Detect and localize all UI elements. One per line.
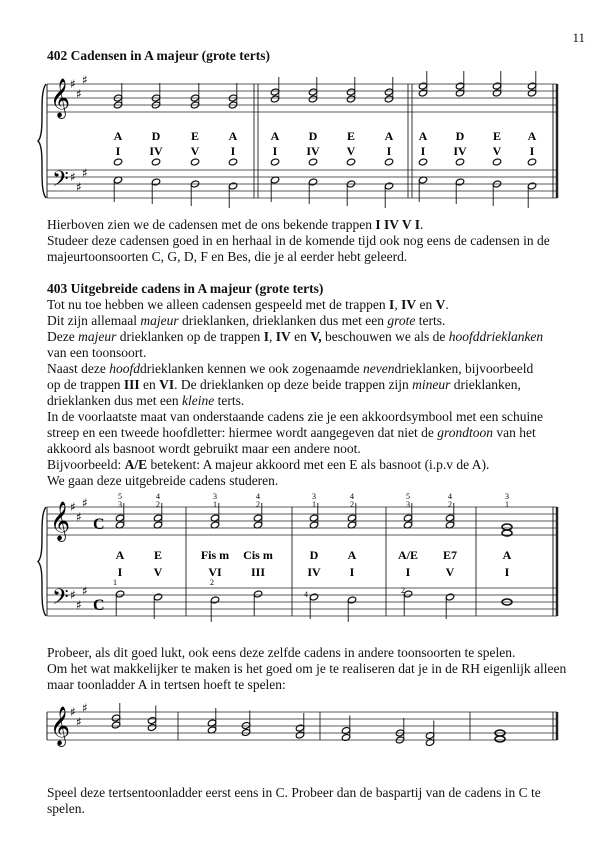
rh-finger-bottom: 1 — [213, 500, 217, 509]
rh-finger-top: 5 — [406, 492, 410, 501]
sharp-sign: ♯ — [70, 705, 76, 719]
half-note — [147, 717, 156, 725]
degree-label-403: VI — [208, 565, 222, 579]
chord-letter: A — [113, 129, 123, 143]
half-note — [384, 88, 393, 96]
chord-letter: E — [346, 129, 356, 143]
degree-label-403: IV — [307, 565, 321, 579]
degree-label-403: III — [250, 565, 266, 579]
sharp-sign: ♯ — [76, 180, 82, 194]
lh-finger: 1 — [113, 578, 117, 587]
chord-letter: D — [455, 129, 465, 143]
section-403-text: Tot nu toe hebben we alleen cadensen gespeeld met de trappen I, IV en V. Dit zijn allemaal majeur drieklanken, drieklanken dus met een grote terts. Deze majeur drieklanken op de trappen I, IV en V, beschouwen we als de hoofddrieklanken van een toonsoort. Naast deze hoofddrieklanken kennen we ook zogenaamde nevendrieklanken, bijvoorbeeld op de trappen III en VI. De drieklanken op deze beide trappen zijn mineur drieklanken, drieklanken dus met een kleine terts. In de voorlaatste maat van onderstaande cadens zie je een akkoordsymbool met een schuine streep en een tweede hoofdletter: hiermee wordt aangegeven dat niet de grondtoon van het akkoord als basnoot wordt gebruikt maar een andere noot. Bijvoorbeeld: A/E betekent: A majeur akkoord met een E als basnoot (i.p.v de A). We gaan deze uitgebreide cadens studeren. — [47, 297, 544, 488]
half-note — [455, 178, 464, 186]
lh-finger: 2 — [210, 578, 214, 587]
degree-label: I — [115, 144, 121, 158]
sharp-sign: ♯ — [70, 77, 76, 91]
time-signature: C — [93, 597, 105, 614]
half-note — [346, 95, 355, 103]
half-note — [147, 724, 156, 732]
bass-clef: 𝄢 — [52, 167, 69, 197]
half-note — [270, 95, 279, 103]
rh-finger-bottom: 2 — [156, 500, 160, 509]
sharp-sign: ♯ — [82, 496, 88, 510]
chord-symbol: A — [502, 548, 512, 562]
lh-finger: 2 — [401, 586, 405, 595]
rh-finger-bottom: 2 — [350, 500, 354, 509]
half-note — [492, 82, 501, 90]
brace — [38, 507, 46, 616]
half-note — [295, 731, 304, 739]
whole-note — [495, 736, 505, 742]
rh-finger-top: 3 — [312, 492, 316, 501]
half-note — [347, 596, 356, 604]
chord-letter: A — [270, 129, 280, 143]
rh-finger-top: 4 — [156, 492, 160, 501]
chord-letter: E — [190, 129, 200, 143]
half-note — [241, 729, 250, 737]
half-note — [113, 158, 122, 166]
half-note — [151, 178, 160, 186]
brace — [38, 84, 46, 198]
half-note — [210, 596, 219, 604]
chord-letter: D — [151, 129, 161, 143]
closing-text-2: Speel deze tertsentoonladder eerst eens in C. Probeer dan de baspartij van de cadens in C te spelen. — [47, 785, 541, 816]
chord-symbol: Fis m — [200, 548, 230, 562]
half-note — [270, 88, 279, 96]
half-note — [190, 158, 199, 166]
half-note — [455, 158, 464, 166]
rh-finger-bottom: 1 — [505, 500, 509, 509]
rh-finger-bottom: 3 — [406, 500, 410, 509]
degree-label: IV — [453, 144, 467, 158]
chord-letter: A — [228, 129, 238, 143]
rh-finger-bottom: 2 — [256, 500, 260, 509]
half-note — [384, 95, 393, 103]
degree-label-403: I — [504, 565, 510, 579]
page-number: 11 — [572, 30, 585, 45]
sharp-sign: ♯ — [82, 73, 88, 87]
treble-clef: 𝄞 — [50, 501, 71, 541]
half-note — [346, 158, 355, 166]
sharp-sign: ♯ — [76, 87, 82, 101]
sharp-sign: ♯ — [82, 584, 88, 598]
rh-finger-bottom: 3 — [118, 500, 122, 509]
sharp-sign: ♯ — [76, 598, 82, 612]
half-note — [228, 158, 237, 166]
time-signature: C — [93, 516, 105, 533]
chord-symbol: E7 — [442, 548, 458, 562]
half-note — [308, 158, 317, 166]
half-note — [346, 88, 355, 96]
section-402-title: 402 Cadensen in A majeur (grote terts) — [47, 48, 270, 63]
degree-label-403: I — [117, 565, 123, 579]
half-note — [308, 178, 317, 186]
sharp-sign: ♯ — [70, 170, 76, 184]
half-note — [153, 593, 162, 601]
half-note — [308, 88, 317, 96]
sharp-sign: ♯ — [76, 715, 82, 729]
degree-label: I — [529, 144, 535, 158]
chord-symbol: E — [153, 548, 163, 562]
degree-label: I — [386, 144, 392, 158]
half-note — [418, 158, 427, 166]
rh-finger-top: 3 — [213, 492, 217, 501]
half-note — [384, 158, 393, 166]
half-note — [115, 590, 124, 598]
sharp-sign: ♯ — [76, 510, 82, 524]
degree-label-403: V — [445, 565, 455, 579]
sharp-sign: ♯ — [82, 701, 88, 715]
degree-label-403: I — [405, 565, 411, 579]
half-note — [111, 714, 120, 722]
half-note — [527, 158, 536, 166]
sharp-sign: ♯ — [82, 166, 88, 180]
half-note — [111, 721, 120, 729]
chord-symbol: D — [309, 548, 319, 562]
degree-label: I — [272, 144, 278, 158]
lh-finger: 4 — [304, 590, 308, 599]
chord-letter: A — [418, 129, 428, 143]
half-note — [151, 158, 160, 166]
chord-symbol: A — [347, 548, 357, 562]
chord-symbol: A/E — [397, 548, 419, 562]
half-note — [418, 89, 427, 97]
rh-finger-top: 5 — [118, 492, 122, 501]
half-note — [384, 182, 393, 190]
sharp-sign: ♯ — [70, 500, 76, 514]
half-note — [527, 182, 536, 190]
rh-finger-top: 3 — [505, 492, 509, 501]
half-note — [253, 590, 262, 598]
degree-label: I — [420, 144, 426, 158]
half-note — [445, 593, 454, 601]
half-note — [455, 89, 464, 97]
rh-finger-top: 4 — [350, 492, 354, 501]
degree-label: I — [230, 144, 236, 158]
chord-letter: D — [308, 129, 318, 143]
half-note — [492, 158, 501, 166]
chord-letter: A — [527, 129, 537, 143]
half-note — [308, 95, 317, 103]
treble-clef: 𝄞 — [50, 706, 71, 746]
degree-label: IV — [306, 144, 320, 158]
degree-label-403: V — [153, 565, 163, 579]
degree-label-403: I — [349, 565, 355, 579]
half-note — [492, 89, 501, 97]
rh-finger-bottom: 2 — [448, 500, 452, 509]
treble-clef: 𝄞 — [50, 78, 71, 118]
half-note — [241, 722, 250, 730]
half-note — [309, 593, 318, 601]
half-note — [527, 89, 536, 97]
closing-text: Probeer, als dit goed lukt, ook eens deze zelfde cadens in andere toonsoorten te spelen. Om het wat makkelijker te maken is het goed om je te realiseren dat je in de RH eigenlijk alleen maar toonladder A in tertsen hoeft te spelen: — [47, 645, 567, 692]
rh-finger-bottom: 1 — [312, 500, 316, 509]
chord-symbol: Cis m — [243, 548, 273, 562]
bass-clef: 𝄢 — [52, 585, 69, 615]
rh-finger-top: 4 — [448, 492, 452, 501]
chord-letter: E — [492, 129, 502, 143]
degree-label: IV — [149, 144, 163, 158]
degree-label: V — [190, 144, 200, 158]
whole-note — [502, 524, 512, 530]
half-note — [418, 82, 427, 90]
half-note — [527, 82, 536, 90]
half-note — [295, 724, 304, 732]
half-note — [455, 82, 464, 90]
half-note — [270, 158, 279, 166]
section-402-text: Hierboven zien we de cadensen met de ons bekende trappen I IV V I. Studeer deze cadensen goed in en herhaal in de komende tijd ook nog eens de cadensen in de majeurtoonsoorten C, G, D, F en Bes, die je al eerder hebt geleerd. — [47, 217, 550, 264]
rh-finger-top: 4 — [256, 492, 260, 501]
degree-label: V — [492, 144, 502, 158]
degree-label: V — [346, 144, 356, 158]
sharp-sign: ♯ — [70, 588, 76, 602]
half-note — [228, 182, 237, 190]
section-403-title: 403 Uitgebreide cadens in A majeur (grote terts) — [47, 281, 324, 296]
chord-letter: A — [384, 129, 394, 143]
chord-symbol: A — [115, 548, 125, 562]
